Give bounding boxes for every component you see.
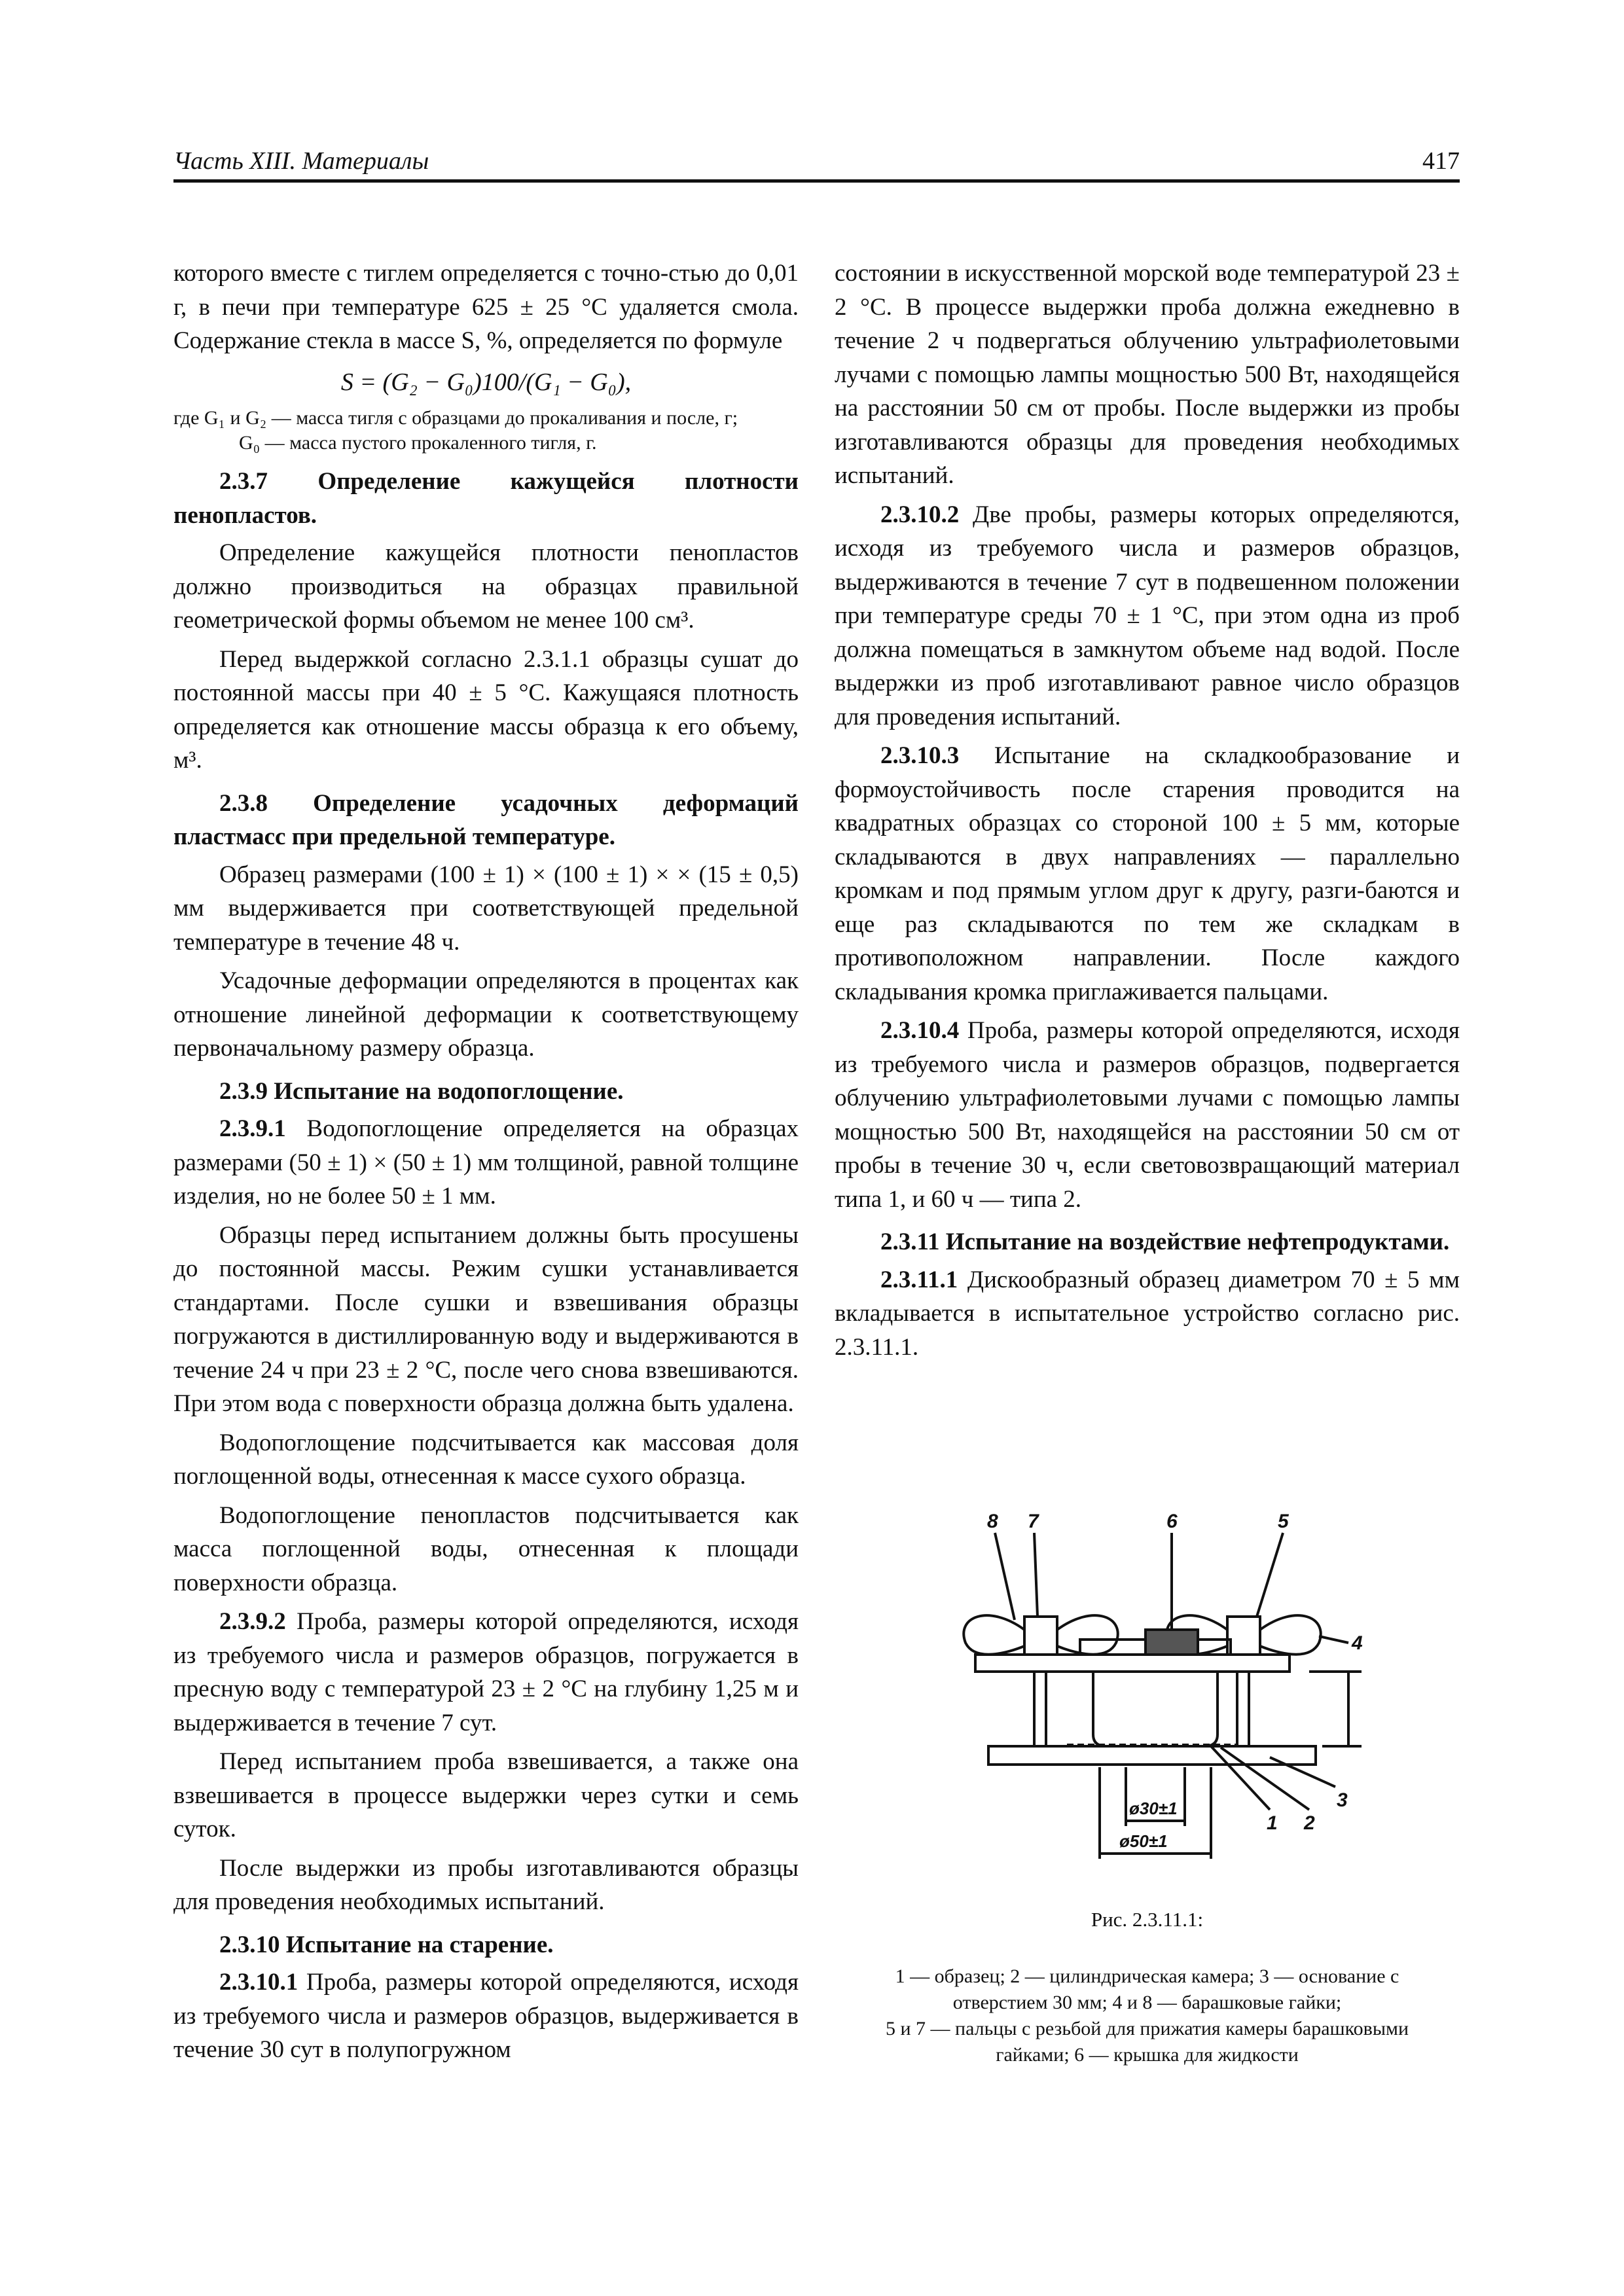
clause-text: Испытание на складкообразование и формоустойчивость после старения проводится на квадратных образцах со стороной 100 ± 5 мм, которые складываются в двух направлениях — параллельно кромкам и под прямым углом друг к другу, разги-баются и еще раз складываются по тем же складкам в противоположном направлении. После каждого складывания кромка приглаживается пальцами. (835, 742, 1460, 1005)
paragraph (835, 498, 1460, 734)
paragraph: состоянии в искусственной морской воде температурой 23 ± 2 °С. В процессе выдержки проба должна ежедневно в течение 2 ч подвергаться облучению ультрафиолетовыми лучами с помощью лампы мощностью 500 Вт, находящейся на расстоянии 50 см от пробы. После выдержки из пробы изготавливаются образцы для проведения необходимых испытаний. (835, 260, 1460, 489)
formula-legend-line: G₀ — масса пустого прокаленного тигля, г. (239, 432, 597, 454)
dimension-label: ø50±1 (1119, 1831, 1168, 1851)
clause-number: 2.3.10.2 (880, 501, 960, 528)
part-label: 7 (1028, 1511, 1039, 1532)
part-label: 3 (1337, 1789, 1348, 1811)
top-plate (975, 1655, 1290, 1672)
paragraph (835, 739, 1460, 1009)
clause-text: Проба, размеры которой определяются, исходя из требуемого числа и размеров образцов, подвергается облучению ультрафиолетовыми лучами с помощью лампы мощностью 500 Вт, находящейся на расстоянии 50 см от пробы в течение 30 ч, если световозвращающий материал типа 1, и 60 ч — типа 2. (835, 1017, 1460, 1213)
figure-legend-line: 1 — образец; 2 — цилиндрическая камера; 3 — основание с отверстием 30 мм; 4 и 8 — барашковые гайки; (895, 1965, 1399, 2013)
clause-text: Проба, размеры которой определяются, исходя из требуемого числа и размеров образцов, выдерживается в течение 30 сут в полупогружном (173, 1969, 799, 2063)
header-title: Часть XIII. Материалы (173, 147, 429, 175)
figure-legend-line: 5 и 7 — пальцы с резьбой для прижатия камеры барашковыми гайками; 6 — крышка для жидкости (885, 2018, 1409, 2066)
section-heading: 2.3.7 Определение кажущейся плотности пенопластов. (173, 468, 799, 529)
test-device-drawing (929, 1505, 1401, 1872)
clause-number: 2.3.10.1 (219, 1969, 298, 1996)
paragraph: которого вместе с тиглем определяется с точно-стью до 0,01 г, в печи при температуре 625 ± 25 °С удаляется смола. Содержание стекла в массе S, %, определяется по формуле (173, 260, 799, 354)
paragraph: Водопоглощение подсчитывается как массовая доля поглощенной воды, отнесенная к массе сухого образца. (173, 1429, 799, 1490)
section-heading: 2.3.10 Испытание на старение. (219, 1931, 554, 1958)
part-label: 6 (1166, 1511, 1178, 1532)
paragraph (835, 1263, 1460, 1365)
base-plate (988, 1746, 1316, 1765)
clause-number: 2.3.9.2 (219, 1608, 286, 1635)
paragraph: Определение кажущейся плотности пенопластов должно производиться на образцах правильной геометрической формы объемом не менее 100 см³. (173, 539, 799, 634)
part-label: 1 (1267, 1812, 1278, 1834)
clause-text: Проба, размеры которой определяются, исходя из требуемого числа и размеров образцов, погружается в пресную воду с температурой 23 ± 2 °С на глубину 1,25 м и выдерживается в течение 7 сут. (173, 1608, 799, 1736)
clause-text: Водопоглощение определяется на образцах размерами (50 ± 1) × (50 ± 1) мм толщиной, равной толщине изделия, но не более 50 ± 1 мм. (173, 1115, 799, 1210)
clause-text: Две пробы, размеры которых определяются, исходя из требуемого числа и размеров образцов, выдерживаются в течение 7 сут в подвешенном положении при температуре среды 70 ± 1 °С, при этом одна из проб должна помещаться в замкнутом объеме над водой. После выдержки из проб изготавливают равное число образцов для проведения испытаний. (835, 501, 1460, 730)
paragraph (173, 1112, 799, 1213)
section-heading: 2.3.11 Испытание на воздействие нефтепродуктами. (880, 1229, 1450, 1255)
clause-number: 2.3.10.3 (880, 742, 960, 769)
page-number: 417 (1422, 147, 1460, 175)
formula-legend (173, 406, 799, 456)
left-column (173, 257, 799, 2072)
dimension-label: ø30±1 (1129, 1799, 1178, 1818)
figure-caption: Рис. 2.3.11.1: (1091, 1908, 1204, 1931)
paragraph (173, 1605, 799, 1740)
paragraph (173, 1965, 799, 2067)
right-column (835, 257, 1460, 1369)
clause-number: 2.3.11.1 (880, 1266, 958, 1293)
formula: S = (G₂ − G₀)100/(G₁ − G₀), (340, 368, 632, 396)
paragraph (835, 1014, 1460, 1216)
paragraph: Водопоглощение пенопластов подсчитывается как масса поглощенной воды, отнесенная к площади поверхности образца. (173, 1501, 799, 1596)
clause-text: Дискообразный образец диаметром 70 ± 5 мм вкладывается в испытательное устройство согласно рис. 2.3.11.1. (835, 1266, 1460, 1361)
clause-number: 2.3.9.1 (219, 1115, 286, 1142)
section-heading: 2.3.8 Определение усадочных деформаций пластмасс при предельной температуре. (173, 789, 799, 850)
figure-legend (851, 1964, 1443, 2068)
running-header (173, 145, 1460, 183)
paragraph: Перед выдержкой согласно 2.3.1.1 образцы сушат до постоянной массы при 40 ± 5 °С. Кажущаяся плотность определяется как отношение массы образца к его объему, м³. (173, 645, 799, 774)
part-label: 2 (1304, 1812, 1315, 1834)
paragraph: Перед испытанием проба взвешивается, а также она взвешивается в процессе выдержки через сутки и семь суток. (173, 1748, 799, 1842)
part-label: 8 (987, 1511, 998, 1532)
clause-number: 2.3.10.4 (880, 1017, 960, 1044)
paragraph: Образцы перед испытанием должны быть просушены до постоянной массы. Режим сушки устанавливается стандартами. После сушки и взвешивания образцы погружаются в дистиллированную воду и выдерживаются в течение 24 ч при 23 ± 2 °С, после чего снова взвешиваются. При этом вода с поверхности образца должна быть удалена. (173, 1221, 799, 1417)
paragraph: Образец размерами (100 ± 1) × (100 ± 1) × × (15 ± 0,5) мм выдерживается при соответствующей предельной температуре в течение 48 ч. (173, 861, 799, 956)
part-label: 4 (1352, 1632, 1363, 1654)
part-label: 5 (1278, 1511, 1289, 1532)
paragraph: После выдержки из пробы изготавливаются образцы для проведения необходимых испытаний. (173, 1854, 799, 1915)
section-heading: 2.3.9 Испытание на водопоглощение. (219, 1077, 624, 1105)
formula-legend-line: где G₁ и G₂ — масса тигля с образцами до прокаливания и после, г; (173, 407, 738, 429)
paragraph: Усадочные деформации определяются в процентах как отношение линейной деформации к соответствующему первоначальному размеру образца. (173, 967, 799, 1062)
